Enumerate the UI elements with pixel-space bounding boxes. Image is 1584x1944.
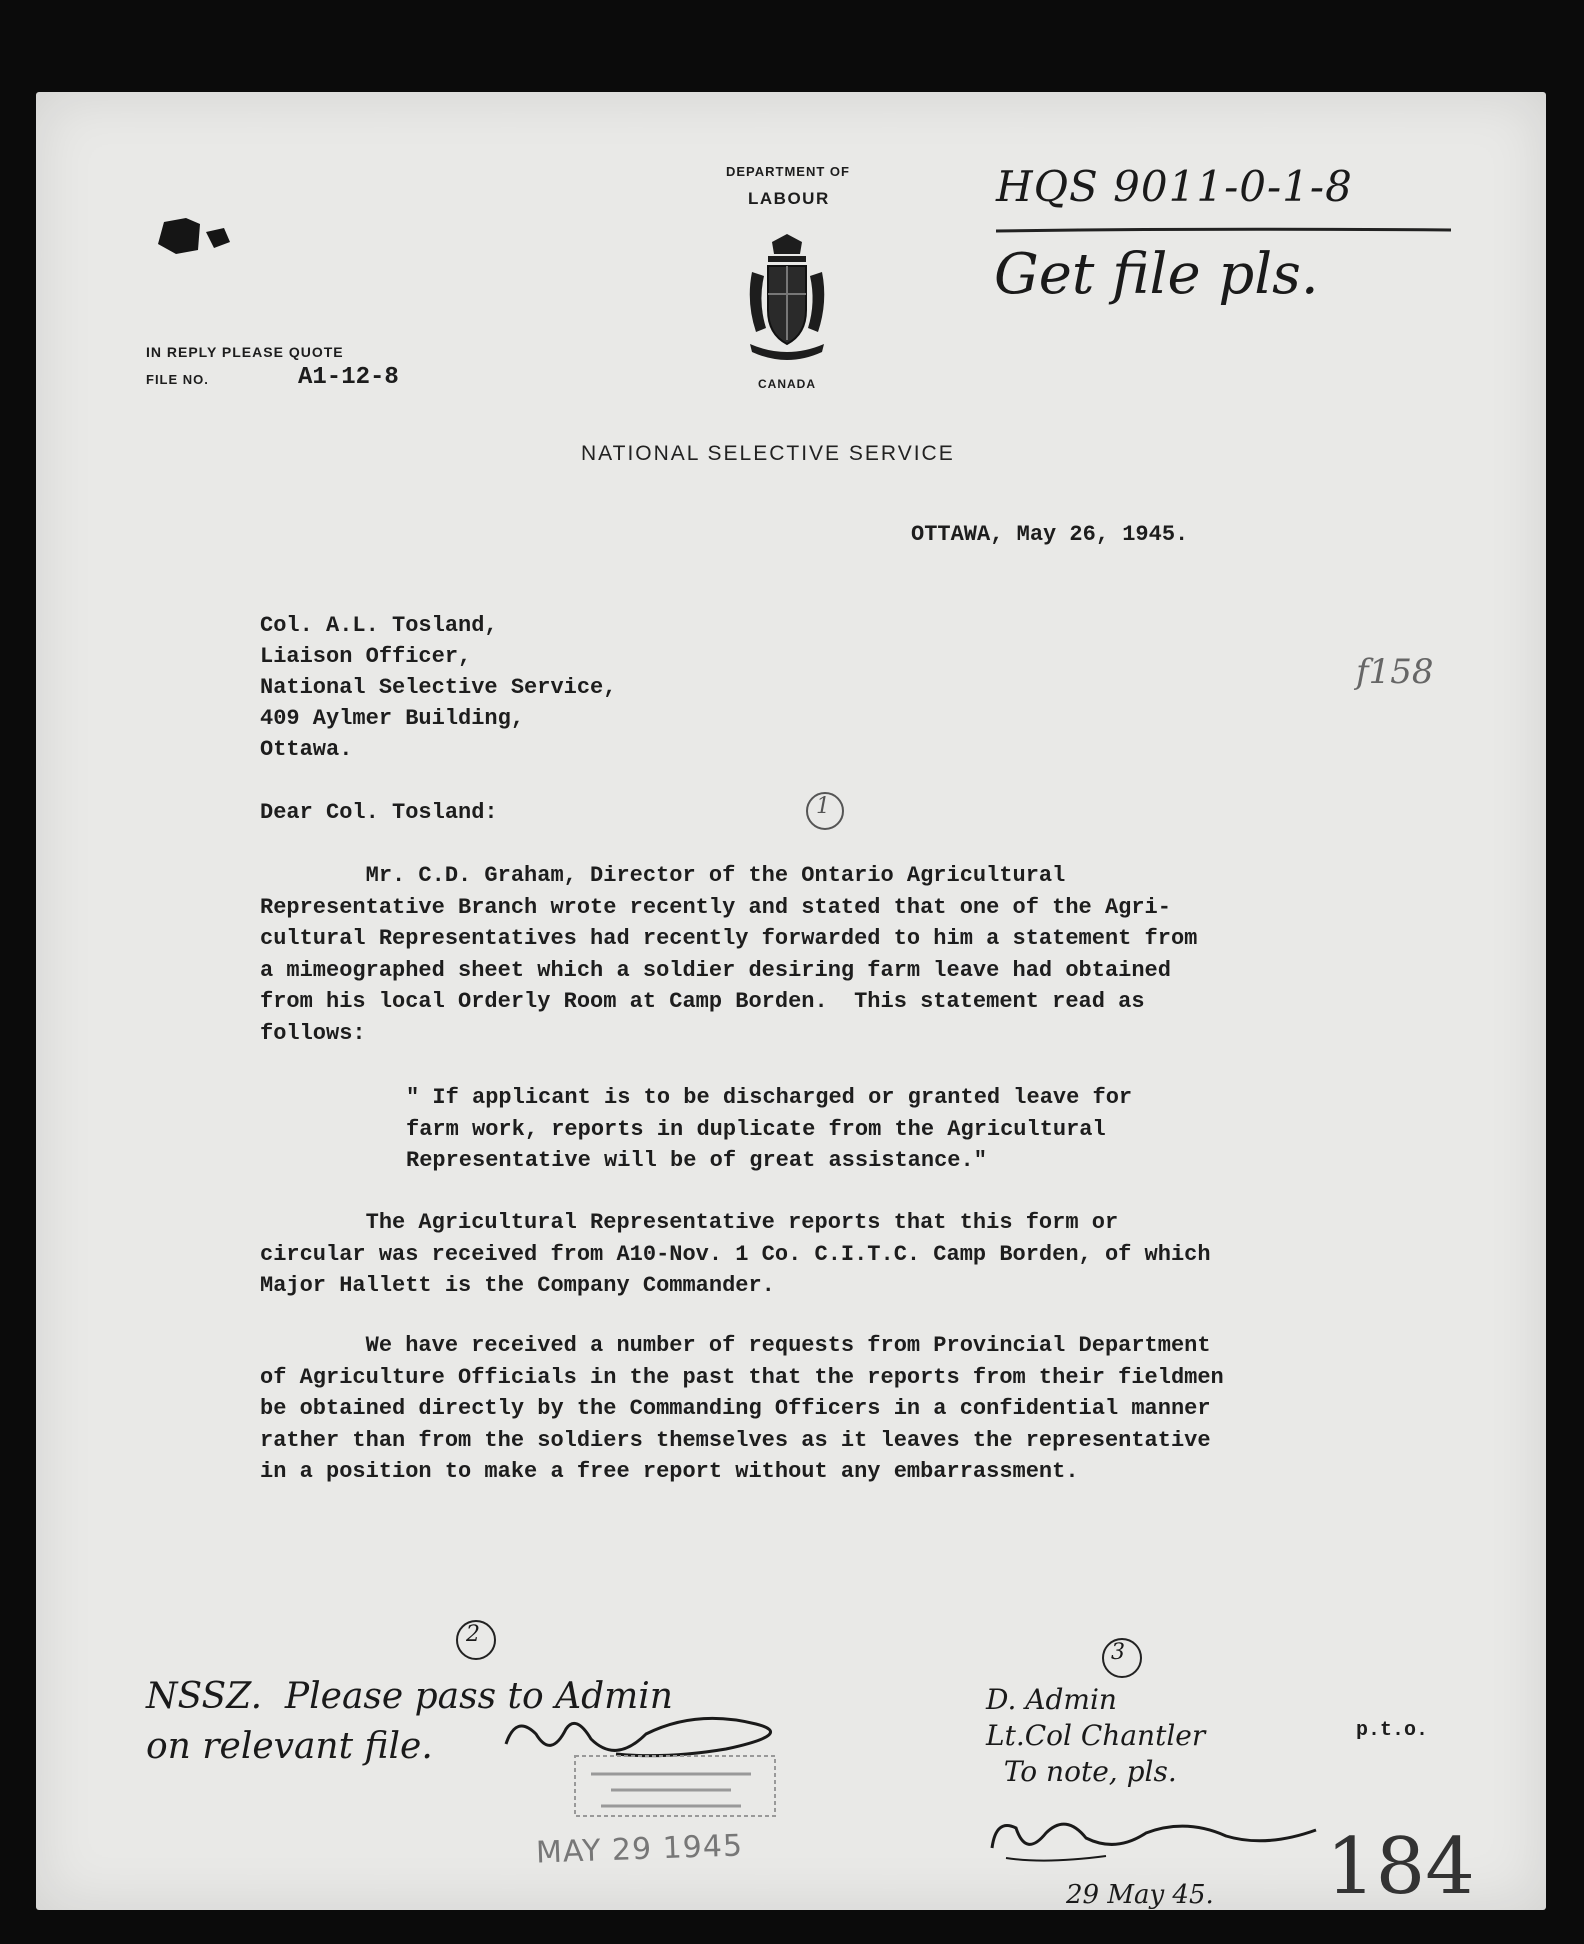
file-no-label: FILE NO. [146,372,209,387]
handwritten-get-file-note: Get file pls. [994,242,1319,307]
agency-heading: NATIONAL SELECTIVE SERVICE [581,442,955,465]
canada-label: CANADA [758,377,816,391]
file-number: A1-12-8 [298,364,399,391]
body-paragraph-1: Mr. C.D. Graham, Director of the Ontario Agricultural Representative Branch wrote recently and stated that one of the Agri- cultural Representatives had recently forwarded to him a statement from a mimeographed sheet which a soldier desiring farm leave had obtained from his local Orderly Room at Camp Borden. This statement read as follows: [260,863,1198,1046]
circle-3-number: 3 [1111,1640,1125,1665]
received-date-stamp: MAY 29 1945 [535,1828,744,1871]
margin-folio-note: f158 [1356,652,1434,692]
page-number: 184 [1326,1822,1475,1912]
circle-2-number: 2 [466,1622,480,1647]
quoted-statement: " If applicant is to be discharged or granted leave for farm work, reports in duplicate from the Agricultural Representative will be of great assistance." [406,1085,1133,1173]
department-of-label: DEPARTMENT OF [726,164,850,179]
labour-label: LABOUR [748,189,830,208]
received-stamp-mark [571,1752,781,1822]
coat-of-arms-icon [742,232,832,372]
letter-date: OTTAWA, May 26, 1945. [911,522,1189,547]
body-paragraph-2: The Agricultural Representative reports that this form or circular was received from A10-Nov. 1 Co. C.I.T.C. Camp Borden, of which Major Hallett is the Company Commander. [260,1210,1211,1298]
circle-1-number: 1 [816,794,830,819]
recipient-address: Col. A.L. Tosland, Liaison Officer, National Selective Service, 409 Aylmer Building, Ottawa. [260,613,617,762]
underline-stroke [996,220,1456,226]
handwritten-date: 29 May 45. [1066,1880,1214,1910]
signature-chantler [986,1808,1326,1868]
salutation: Dear Col. Tosland: [260,800,498,825]
handwritten-admin-note: D. Admin Lt.Col Chantler To note, pls. [986,1683,1206,1788]
paper-damage-mark [156,214,236,258]
handwritten-nssz-note: NSSZ. Please pass to Admin on relevant file. [146,1676,673,1767]
reply-quote-label: IN REPLY PLEASE QUOTE [146,344,344,360]
body-paragraph-3: We have received a number of requests from Provincial Department of Agriculture Officials in the past that the reports from their fieldmen be obtained directly by the Commanding Officers in a confidential manner rather than from the soldiers themselves as it leaves the representative in a position to make a free report without any embarrassment. [260,1333,1224,1484]
handwritten-file-reference: HQS 9011-0-1-8 [996,162,1353,211]
please-turn-over: p.t.o. [1356,1719,1429,1742]
letter-page [36,92,1546,1910]
